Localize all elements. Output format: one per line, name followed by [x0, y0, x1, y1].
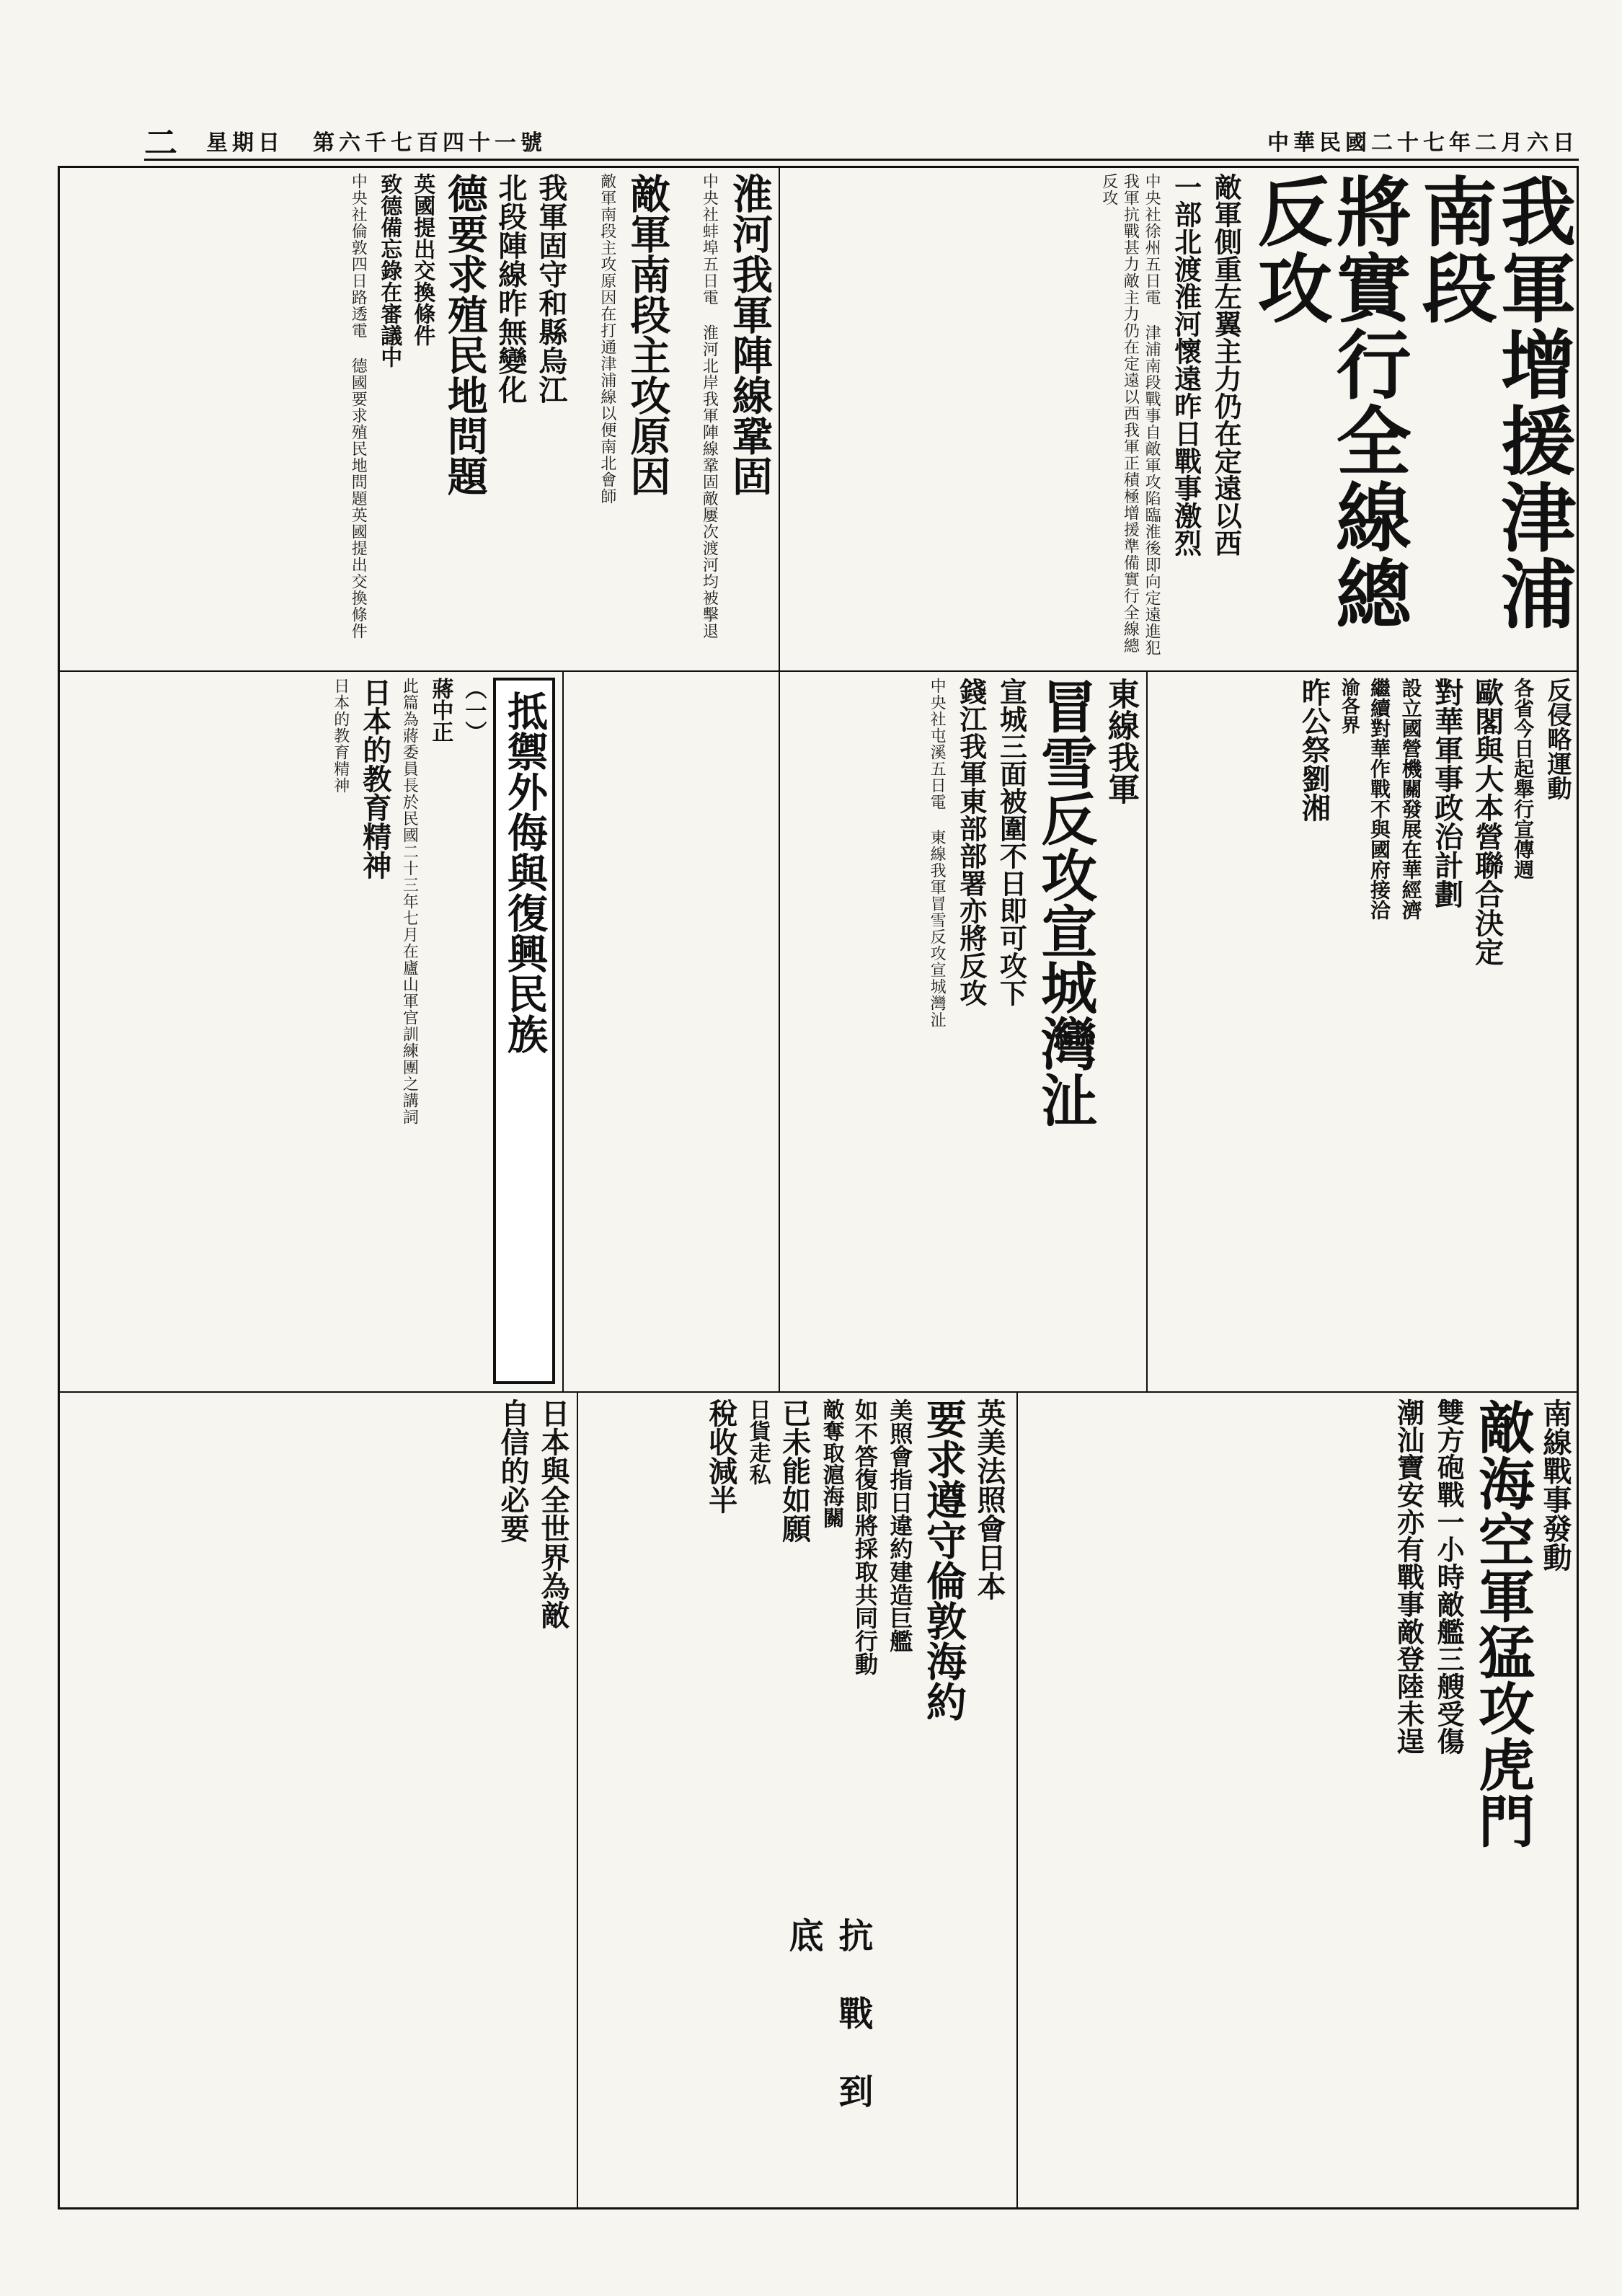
column-rule [562, 670, 564, 1391]
subheadline: 美照會指日違約建造巨艦 [886, 1399, 914, 1652]
column-rule [58, 670, 1579, 672]
headline: 反侵略運動 [1543, 678, 1572, 800]
column-rule [58, 1391, 1579, 1393]
headline: 昨公祭劉湘 [1297, 678, 1331, 822]
headline: 自信的必要 [496, 1399, 530, 1543]
subheadline: 錢江我軍東部部署亦將反攻 [954, 678, 988, 1006]
subheadline: 潮汕寶安亦有戰事敵登陸未逞 [1392, 1399, 1425, 1755]
headline: 北段陣線昨無變化 [493, 173, 528, 404]
kicker: 敵奪取滬海關 [818, 1399, 844, 1528]
kicker: 渝各界 [1338, 678, 1360, 734]
subheadline: 致德備忘錄在審議中 [376, 173, 402, 368]
subheadline: 一部北渡淮河懷遠昨日戰事激烈 [1169, 173, 1202, 557]
headline: 敵海空軍猛攻虎門 [1469, 1399, 1535, 1848]
subheadline: 如不答復即將採取共同行動 [851, 1399, 879, 1675]
article-tianjin-pukou [793, 173, 1577, 663]
part-number: （一） [461, 678, 487, 743]
article-body: 中央社徐州五日電 津浦南段戰事自敵軍攻陷臨淮後即向定遠進犯我軍抗戰甚力敵主力仍在定遠以西我軍正積極增援準備實行全線總反攻 [1099, 173, 1161, 656]
headline: 淮河我軍陣線鞏固 [726, 173, 774, 496]
headline: 日本的教育精神 [358, 678, 392, 879]
kicker: 英美法照會日本 [972, 1399, 1006, 1600]
article-body: 中央社倫敦四日路透電 德國要求殖民地問題英國提出交換條件 [349, 173, 368, 639]
kicker: 南線戰事發動 [1538, 1399, 1572, 1572]
masthead-left [144, 117, 546, 164]
headline: 冒雪反攻宣城灣沚 [1032, 678, 1098, 1127]
headline: 敵軍南段主攻原因 [624, 173, 672, 496]
article-body: 此篇為蔣委員長於民國二十三年七月在廬山軍官訓練團之講詞 [400, 678, 419, 1125]
subheadline: 雙方砲戰一小時敵艦三艘受傷 [1432, 1399, 1466, 1755]
headline: 要求遵守倫敦海約 [920, 1399, 967, 1721]
headline: 歐閣與大本營聯合決定 [1470, 678, 1504, 966]
article-resist [65, 678, 555, 1384]
article-body: 中央社蚌埠五日電 淮河北岸我軍陣線鞏固敵屢次渡河均被擊退 [700, 173, 719, 639]
headline: 稅收減半 [704, 1399, 738, 1514]
headline: 對華軍事政治計劃 [1430, 678, 1464, 908]
subheadline: 設立國營機關發展在華經濟 [1399, 678, 1423, 920]
subheadline: 各省今日起舉行宣傳週 [1511, 678, 1535, 879]
weekday: 星期日 [206, 130, 284, 156]
issue-number: 第六千七百四十一號 [313, 130, 546, 156]
headline: 將實行全線總反攻 [1244, 173, 1412, 631]
top-left-block [65, 173, 774, 663]
column-rule [577, 1391, 578, 2209]
publication-date: 中華民國二十七年二月六日 [1267, 130, 1579, 156]
masthead [144, 123, 1579, 161]
article-body: 敵軍南段主攻原因在打通津浦線以便南北會師 [598, 173, 616, 505]
article-east-front [577, 678, 1139, 1384]
headline: 日本與全世界為敵 [536, 1399, 570, 1629]
headline: 我軍增援津浦南段 [1409, 173, 1577, 631]
column-rule [1016, 1391, 1018, 2209]
subheadline: 宣城三面被圍不日即可攻下 [995, 678, 1028, 1006]
slogan: 抗戰到底 [783, 1918, 873, 2151]
author: 蔣中正 [427, 678, 453, 743]
article-south-war [1027, 1399, 1572, 2202]
headline: 抵禦外侮與復興民族 [493, 678, 555, 1384]
article-body: 日本的教育精神 [331, 678, 350, 794]
kicker: 東線我軍 [1102, 678, 1139, 805]
subheadline: 英國提出交換條件 [409, 173, 435, 346]
subheadline: 敵軍側重左翼主力仍在定遠以西 [1210, 173, 1243, 557]
article-negotiation [1157, 678, 1572, 1384]
headline: 德要求殖民地問題 [440, 173, 489, 496]
bottom-left-block [65, 1399, 570, 2202]
headline: 已未能如願 [777, 1399, 812, 1543]
page-number: 二 [144, 123, 177, 162]
article-body: 中央社屯溪五日電 東線我軍冒雪反攻宣城灣沚 [928, 678, 947, 1028]
subheadline: 繼續對華作戰不與國府接洽 [1368, 678, 1392, 920]
column-rule [1146, 670, 1148, 1391]
headline: 我軍固守和縣烏江 [533, 173, 568, 404]
slogan-box [779, 1918, 873, 2199]
kicker: 日貨走私 [745, 1399, 771, 1485]
